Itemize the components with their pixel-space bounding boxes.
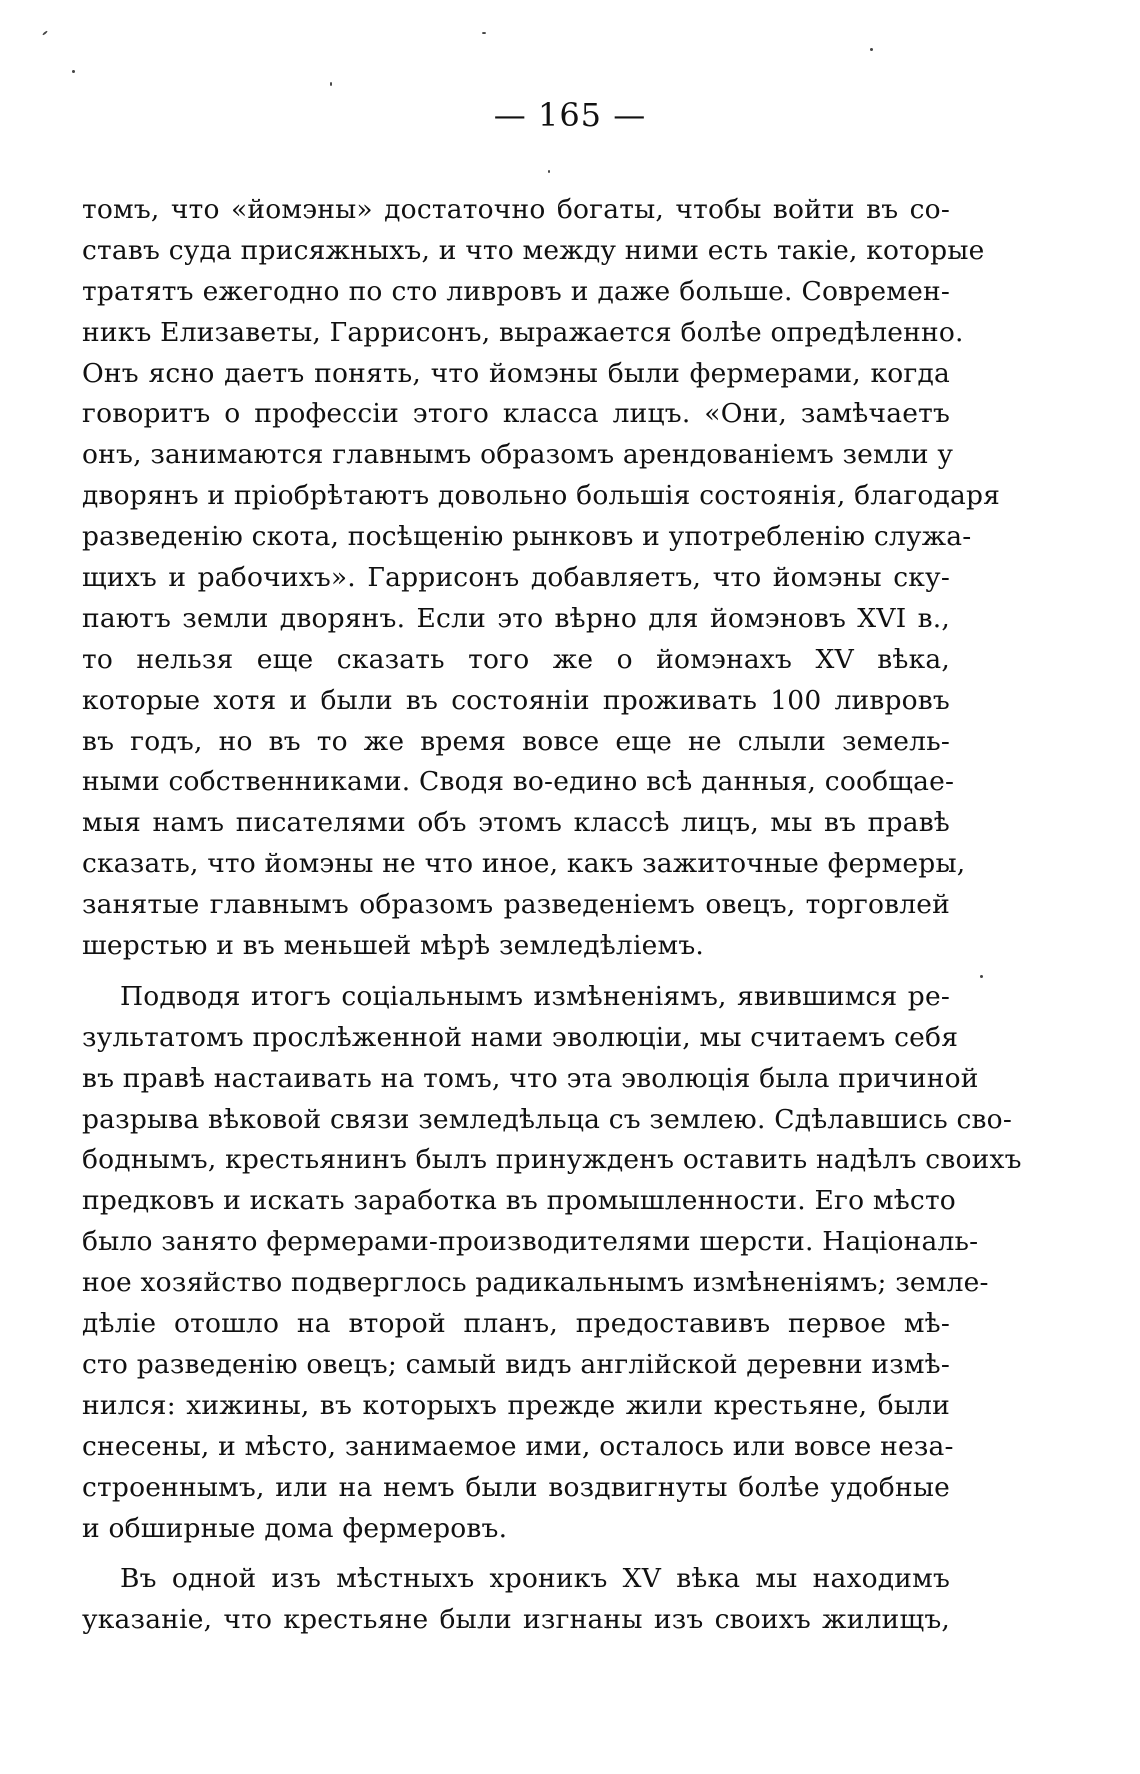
text-line: занятые главнымъ образомъ разведеніемъ овецъ, торговлей — [82, 889, 950, 921]
text-line: мыя намъ писателями объ этомъ классѣ лицъ, мы въ правѣ — [82, 807, 950, 839]
text-line: онъ, занимаются главнымъ образомъ арендованіемъ земли у — [82, 439, 954, 471]
text-line: никъ Елизаветы, Гаррисонъ, выражается болѣе опредѣленно. — [82, 316, 964, 348]
text-line: и обширные дома фермеровъ. — [82, 1512, 508, 1544]
text-line: дворянъ и пріобрѣтаютъ довольно большія состоянія, благодаря — [82, 480, 1001, 512]
text-line: разрыва вѣковой связи земледѣльца съ землею. Сдѣлавшись сво- — [82, 1103, 1012, 1135]
text-line: ное хозяйство подверглось радикальнымъ измѣненіямъ; земле- — [82, 1267, 989, 1299]
text-line: томъ, что «йомэны» достаточно богаты, чтобы войти въ со- — [82, 194, 950, 225]
paragraph-gap — [82, 967, 950, 977]
text-line: было занято фермерами-производителями шерсти. Національ- — [82, 1226, 979, 1258]
text-line: въ годъ, но въ то же время вовсе еще не слыли земель- — [82, 725, 950, 757]
text-line: шерстью и въ меньшей мѣрѣ земледѣліемъ. — [82, 930, 704, 962]
text-line: Подводя итогъ соціальнымъ измѣненіямъ, явившимся ре- — [120, 980, 950, 1012]
paragraph-1 — [82, 190, 1001, 967]
text-line: дѣліе отошло на второй планъ, предоставивъ первое мѣ- — [82, 1308, 950, 1340]
text-line: нился: хижины, въ которыхъ прежде жили крестьяне, были — [82, 1389, 950, 1421]
paragraph-3 — [82, 1559, 950, 1641]
paragraph-gap — [82, 1549, 950, 1559]
text-line: тратятъ ежегодно по сто ливровъ и даже больше. Современ- — [82, 275, 950, 307]
text-line: говоритъ о профессіи этого класса лицъ. «Они, замѣчаетъ — [82, 398, 950, 430]
text-line: въ правѣ настаивать на томъ, что эта эволюція была причиной — [82, 1062, 979, 1094]
paragraph-2 — [82, 977, 1022, 1549]
text-line: Онъ ясно даетъ понять, что йомэны были фермерами, когда — [82, 357, 950, 389]
text-line: ставъ суда присяжныхъ, и что между ними есть такіе, которые — [82, 234, 985, 266]
text-line: боднымъ, крестьянинъ былъ принужденъ оставить надѣлъ своихъ — [82, 1144, 1022, 1176]
page-number: — 165 — — [493, 96, 647, 134]
body-text — [82, 190, 1022, 1641]
text-line: снесены, и мѣсто, занимаемое ими, осталось или вовсе неза- — [82, 1430, 954, 1462]
text-line: которые хотя и были въ состояніи проживать 100 ливровъ — [82, 684, 950, 716]
text-line: паютъ земли дворянъ. Если это вѣрно для йомэновъ XVI в., — [82, 602, 950, 634]
text-line: сто разведенію овецъ; самый видъ англійской деревни измѣ- — [82, 1348, 950, 1380]
text-line: сказать, что йомэны не что иное, какъ зажиточные фермеры, — [82, 848, 966, 880]
text-line: Въ одной изъ мѣстныхъ хроникъ XV вѣка мы находимъ — [120, 1563, 950, 1595]
text-line: ными собственниками. Сводя во-едино всѣ данныя, сообщае- — [82, 766, 955, 798]
text-line: указаніе, что крестьяне были изгнаны изъ своихъ жилищъ, — [82, 1604, 950, 1636]
text-line: зультатомъ прослѣженной нами эволюціи, мы считаемъ себя — [82, 1021, 959, 1053]
text-line: разведенію скота, посѣщенію рынковъ и употребленію служа- — [82, 521, 972, 553]
text-line: то нельзя еще сказать того же о йомэнахъ XV вѣка, — [82, 643, 950, 675]
text-line: щихъ и рабочихъ». Гаррисонъ добавляетъ, что йомэны ску- — [82, 562, 950, 594]
text-line: предковъ и искать заработка въ промышленности. Его мѣсто — [82, 1185, 956, 1217]
text-line: строеннымъ, или на немъ были воздвигнуты болѣе удобные — [82, 1471, 950, 1503]
